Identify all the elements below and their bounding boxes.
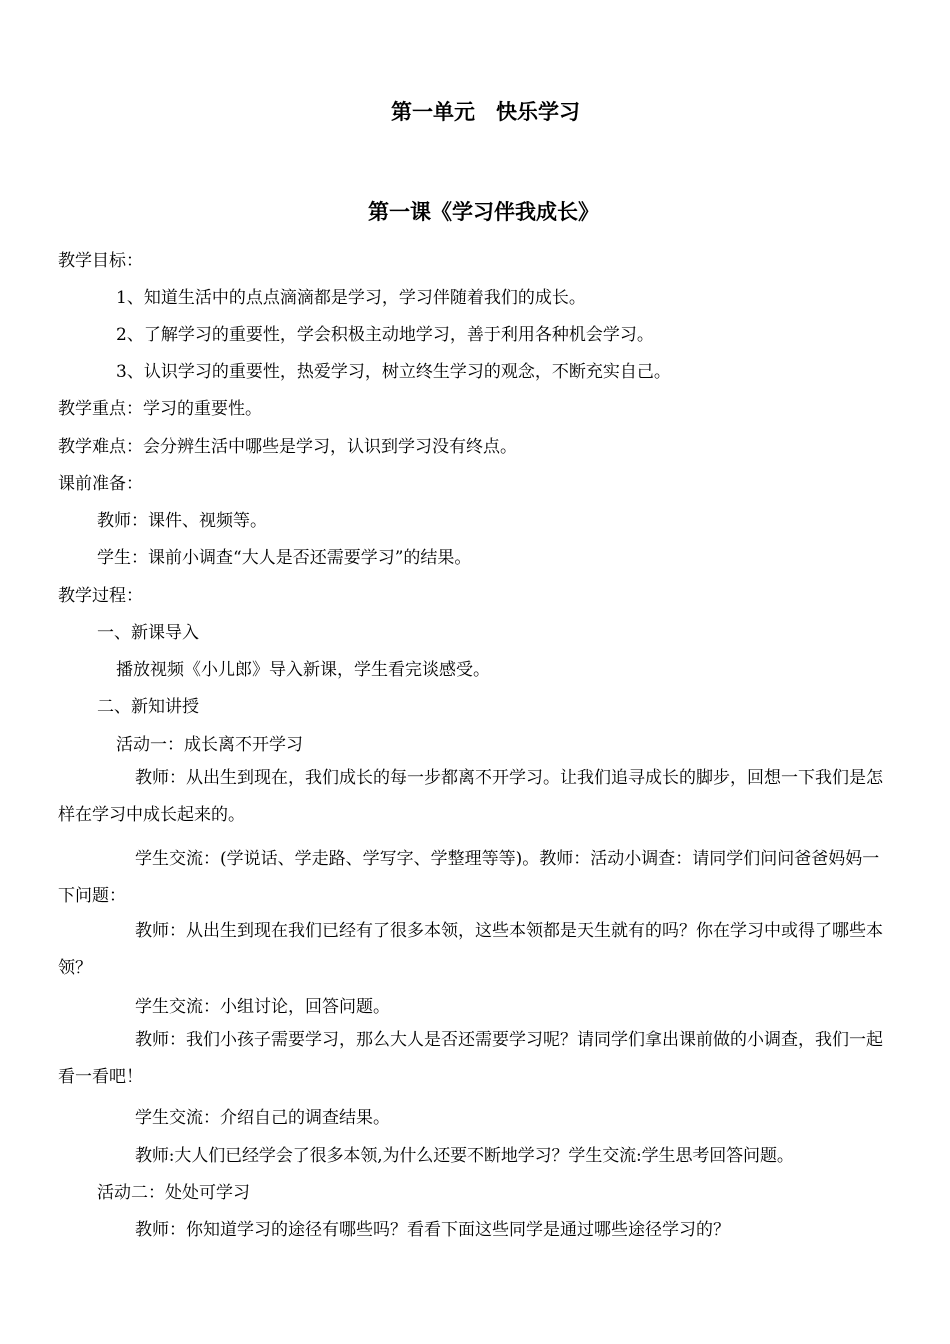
goal-3: 3、认识学习的重要性，热爱学习，树立终生学习的观念，不断充实自己。 xyxy=(116,362,671,382)
paragraph-8: 教师：你知道学习的途径有哪些吗？看看下面这些同学是通过哪些途径学习的？ xyxy=(135,1220,730,1240)
paragraph-1: 教师：从出生到现在，我们成长的每一步都离不开学习。让我们追寻成长的脚步，回想一下我们是怎样在学习中成长起来的。 xyxy=(58,768,883,825)
section-1-text: 播放视频《小儿郎》导入新课，学生看完谈感受。 xyxy=(116,660,490,680)
key-point: 教学重点：学习的重要性。 xyxy=(58,399,262,419)
paragraph-5: 教师：我们小孩子需要学习，那么大人是否还需要学习呢？请同学们拿出课前做的小调查，我们一起看一看吧！ xyxy=(58,1030,883,1087)
difficulty: 教学难点：会分辨生活中哪些是学习，认识到学习没有终点。 xyxy=(58,437,517,457)
prep-teacher: 教师：课件、视频等。 xyxy=(97,511,267,531)
goals-label: 教学目标： xyxy=(58,251,143,271)
section-1-heading: 一、新课导入 xyxy=(97,623,199,643)
prep-student: 学生：课前小调查“大人是否还需要学习”的结果。 xyxy=(97,548,472,568)
activity-2-heading: 活动二：处处可学习 xyxy=(97,1183,250,1203)
paragraph-4: 学生交流：小组讨论，回答问题。 xyxy=(135,997,390,1017)
section-2-heading: 二、新知讲授 xyxy=(97,697,199,717)
goal-2: 2、了解学习的重要性，学会积极主动地学习，善于利用各种机会学习。 xyxy=(116,325,654,345)
unit-title: 第一单元 快乐学习 xyxy=(391,99,580,124)
lesson-title: 第一课《学习伴我成长》 xyxy=(368,199,599,224)
paragraph-2: 学生交流：(学说话、学走路、学写字、学整理等等)。教师：活动小调查：请同学们问问爸爸妈妈一下问题： xyxy=(58,849,880,906)
prep-label: 课前准备： xyxy=(58,474,143,494)
goal-1: 1、知道生活中的点点滴滴都是学习，学习伴随着我们的成长。 xyxy=(116,288,586,308)
activity-1-heading: 活动一：成长离不开学习 xyxy=(116,735,303,755)
paragraph-3: 教师：从出生到现在我们已经有了很多本领，这些本领都是天生就有的吗？你在学习中或得了哪些本领？ xyxy=(58,921,883,978)
paragraph-6: 学生交流：介绍自己的调查结果。 xyxy=(135,1108,390,1128)
paragraph-7: 教师:大人们已经学会了很多本领,为什么还要不断地学习？学生交流:学生思考回答问题。 xyxy=(135,1146,794,1166)
process-label: 教学过程： xyxy=(58,586,143,606)
